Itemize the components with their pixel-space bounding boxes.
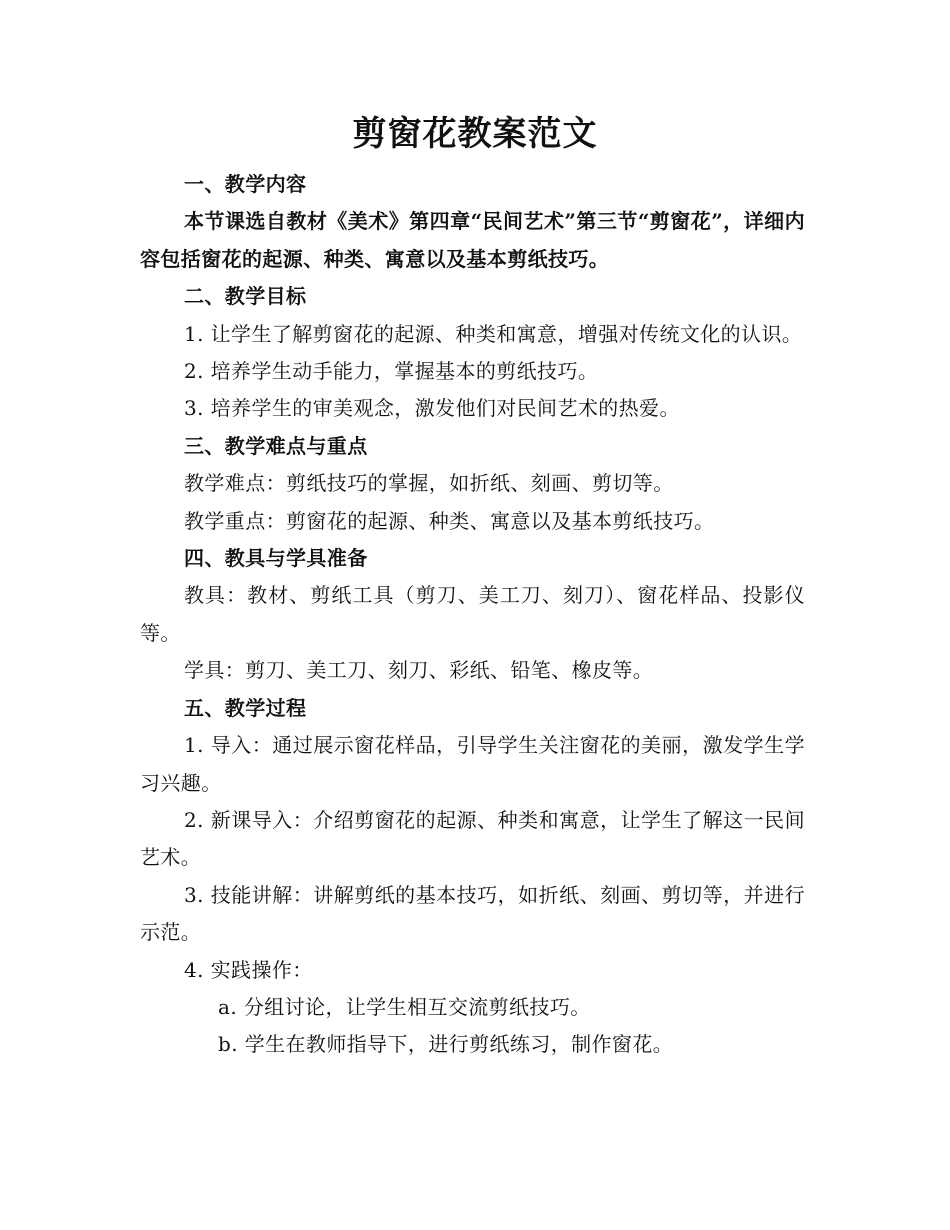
key-point-paragraph: 教学重点：剪窗花的起源、种类、寓意以及基本剪纸技巧。	[184, 508, 715, 533]
goal-item-2: 2. 培养学生动手能力，掌握基本的剪纸技巧。	[184, 359, 599, 384]
process-substep-a: a. 分组讨论，让学生相互交流剪纸技巧。	[218, 994, 591, 1019]
process-step-3: 3. 技能讲解：讲解剪纸的基本技巧，如折纸、刻画、剪切等，并进行示范。	[140, 882, 805, 945]
section-heading-goals: 二、教学目标	[184, 284, 307, 309]
goal-item-3: 3. 培养学生的审美观念，激发他们对民间艺术的热爱。	[184, 396, 680, 421]
difficulty-paragraph: 教学难点：剪纸技巧的掌握，如折纸、刻画、剪切等。	[184, 471, 674, 496]
section-heading-content: 一、教学内容	[184, 172, 307, 196]
process-step-4: 4. 实践操作：	[184, 957, 313, 982]
teaching-tools-paragraph: 教具：教材、剪纸工具（剪刀、美工刀、刻刀）、窗花样品、投影仪等。	[140, 583, 805, 645]
paragraph-content-intro: 本节课选自教材《美术》第四章“民间艺术”第三节“剪窗花”，详细内容包括窗花的起源、种类、寓意以及基本剪纸技巧。	[140, 209, 805, 271]
section-heading-process: 五、教学过程	[184, 695, 307, 720]
process-step-2: 2. 新课导入：介绍剪窗花的起源、种类和寓意，让学生了解这一民间艺术。	[140, 807, 805, 870]
goal-item-1: 1. 让学生了解剪窗花的起源、种类和寓意，增强对传统文化的认识。	[184, 321, 803, 346]
student-tools-paragraph: 学具：剪刀、美工刀、刻刀、彩纸、铅笔、橡皮等。	[184, 658, 654, 683]
process-substep-b: b. 学生在教师指导下，进行剪纸练习，制作窗花。	[218, 1032, 674, 1057]
document-title: 剪窗花教案范文	[352, 114, 598, 154]
process-step-1: 1. 导入：通过展示窗花样品，引导学生关注窗花的美丽，激发学生学习兴趣。	[140, 733, 805, 795]
section-heading-materials: 四、教具与学具准备	[184, 546, 368, 571]
section-heading-difficulties: 三、教学难点与重点	[184, 433, 368, 458]
document-body	[140, 166, 805, 1064]
